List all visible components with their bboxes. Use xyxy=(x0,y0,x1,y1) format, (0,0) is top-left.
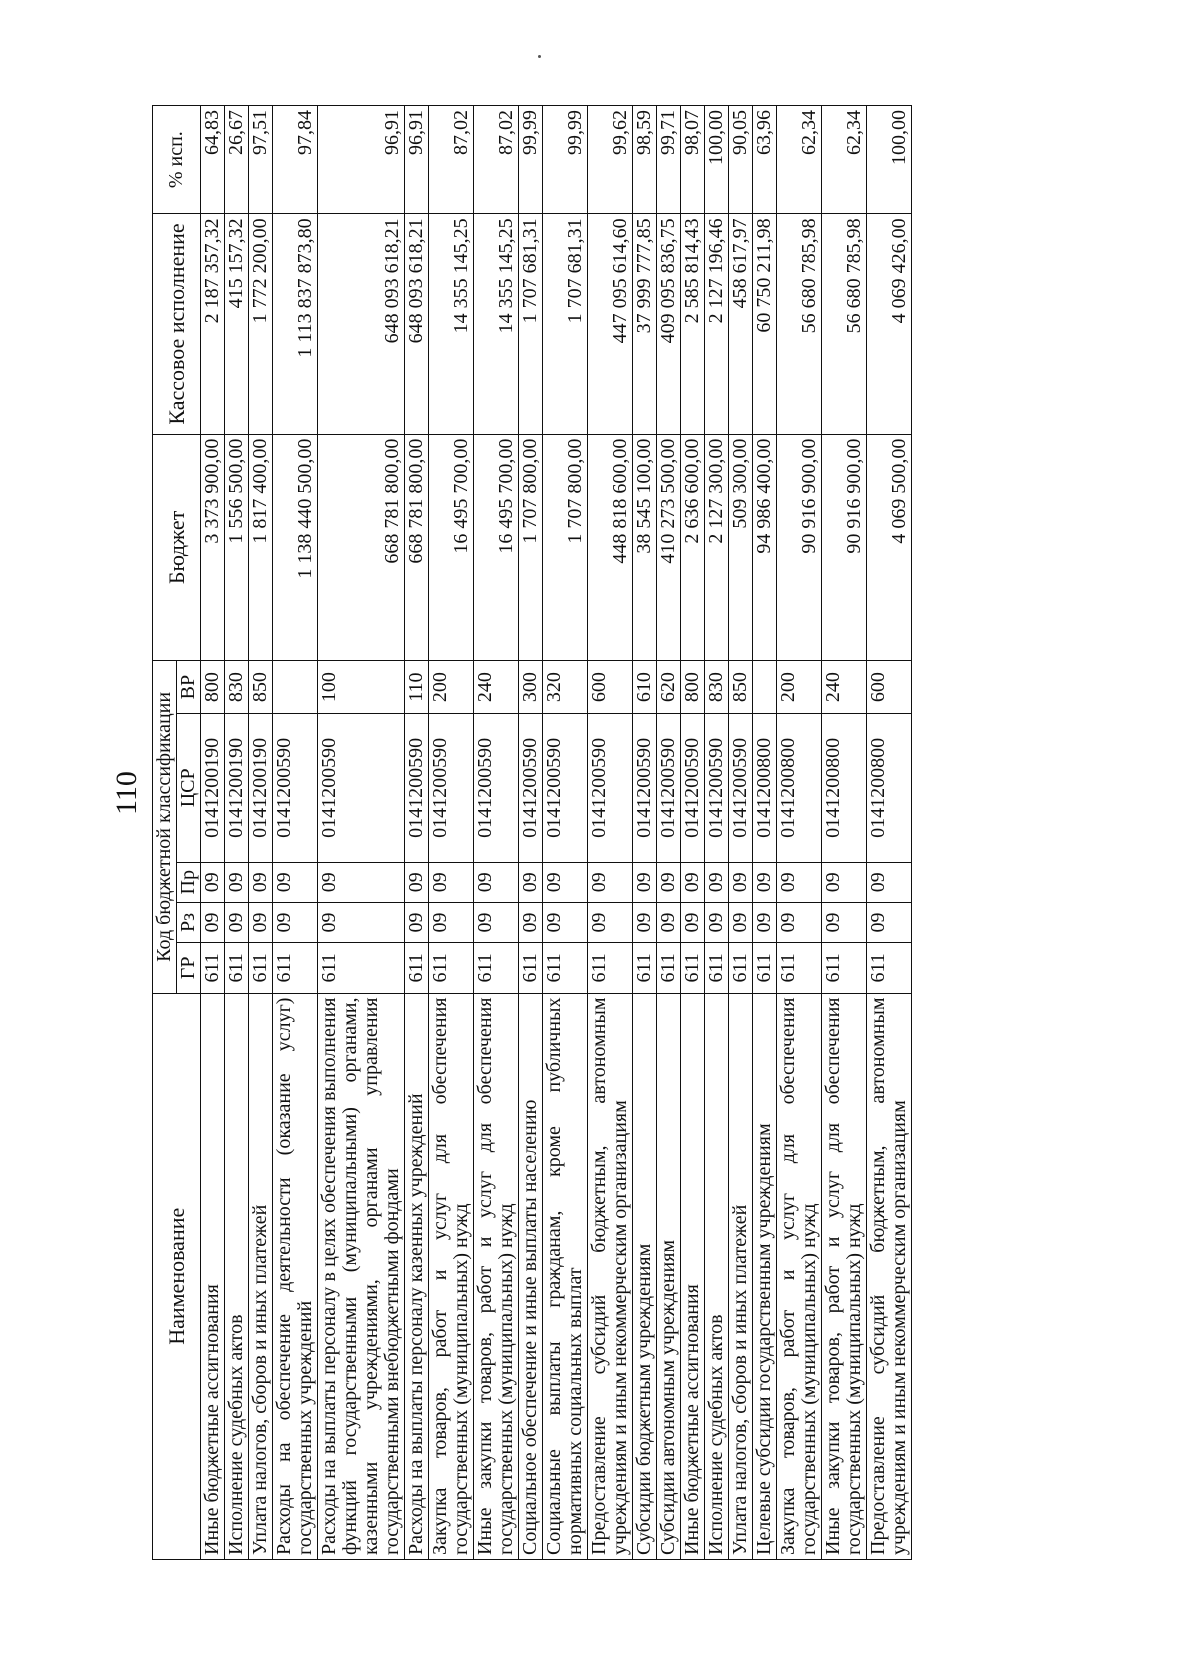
row-vr: 600 xyxy=(867,661,912,714)
row-pct: 64,83 xyxy=(201,106,225,214)
row-cash: 14 355 145,25 xyxy=(474,214,519,434)
row-pr: 09 xyxy=(705,862,729,902)
row-rz: 09 xyxy=(657,902,681,942)
row-pct: 100,00 xyxy=(705,106,729,214)
row-pct: 96,91 xyxy=(318,106,405,214)
row-pct: 99,71 xyxy=(657,106,681,214)
row-rz: 09 xyxy=(474,902,519,942)
row-cash: 2 585 814,43 xyxy=(681,214,705,434)
row-csr: 0141200190 xyxy=(249,714,273,863)
header-gr: ГР xyxy=(177,943,201,993)
row-cash: 56 680 785,98 xyxy=(777,214,822,434)
page-number: 110 xyxy=(110,771,143,815)
row-pct: 62,34 xyxy=(777,106,822,214)
row-budget: 3 373 900,00 xyxy=(201,434,225,661)
row-csr: 0141200590 xyxy=(405,714,429,863)
row-csr: 0141200590 xyxy=(729,714,753,863)
row-csr: 0141200590 xyxy=(633,714,657,863)
row-gr: 611 xyxy=(633,943,657,993)
row-budget: 38 545 100,00 xyxy=(633,434,657,661)
row-rz: 09 xyxy=(249,902,273,942)
table-row xyxy=(519,106,543,1560)
row-rz: 09 xyxy=(681,902,705,942)
row-pr: 09 xyxy=(273,862,318,902)
row-name: Расходы на обеспечение деятельности (оказание услуг) государственных учреждений xyxy=(273,993,318,1559)
row-gr: 611 xyxy=(867,943,912,993)
row-pct: 100,00 xyxy=(867,106,912,214)
table-row xyxy=(753,106,777,1560)
budget-table xyxy=(152,105,912,1560)
header-csr: ЦСР xyxy=(177,714,201,863)
row-pr: 09 xyxy=(318,862,405,902)
row-gr: 611 xyxy=(588,943,633,993)
row-vr: 600 xyxy=(588,661,633,714)
row-cash: 458 617,97 xyxy=(729,214,753,434)
row-budget: 1 707 800,00 xyxy=(543,434,588,661)
row-budget: 90 916 900,00 xyxy=(822,434,867,661)
row-rz: 09 xyxy=(822,902,867,942)
row-name: Субсидии автономным учреждениям xyxy=(657,993,681,1559)
row-csr: 0141200800 xyxy=(777,714,822,863)
row-pr: 09 xyxy=(867,862,912,902)
row-pct: 26,67 xyxy=(225,106,249,214)
row-name: Исполнение судебных актов xyxy=(225,993,249,1559)
row-name: Уплата налогов, сборов и иных платежей xyxy=(249,993,273,1559)
row-csr: 0141200590 xyxy=(588,714,633,863)
row-csr: 0141200590 xyxy=(429,714,474,863)
row-pr: 09 xyxy=(753,862,777,902)
row-gr: 611 xyxy=(753,943,777,993)
row-rz: 09 xyxy=(318,902,405,942)
row-pct: 90,05 xyxy=(729,106,753,214)
table-row xyxy=(273,106,318,1560)
row-gr: 611 xyxy=(273,943,318,993)
row-pr: 09 xyxy=(729,862,753,902)
row-budget: 1 138 440 500,00 xyxy=(273,434,318,661)
row-gr: 611 xyxy=(201,943,225,993)
row-pct: 87,02 xyxy=(474,106,519,214)
row-vr: 850 xyxy=(729,661,753,714)
row-pr: 09 xyxy=(405,862,429,902)
row-pct: 99,99 xyxy=(519,106,543,214)
row-budget: 1 817 400,00 xyxy=(249,434,273,661)
rotated-table-container xyxy=(152,105,1072,1560)
row-cash: 1 113 837 873,80 xyxy=(273,214,318,434)
row-pct: 62,34 xyxy=(822,106,867,214)
row-rz: 09 xyxy=(405,902,429,942)
row-budget: 16 495 700,00 xyxy=(429,434,474,661)
row-vr: 850 xyxy=(249,661,273,714)
row-rz: 09 xyxy=(729,902,753,942)
row-csr: 0141200590 xyxy=(273,714,318,863)
row-pct: 99,99 xyxy=(543,106,588,214)
row-gr: 611 xyxy=(429,943,474,993)
row-gr: 611 xyxy=(543,943,588,993)
header-rz: Рз xyxy=(177,902,201,942)
row-cash: 60 750 211,98 xyxy=(753,214,777,434)
row-rz: 09 xyxy=(543,902,588,942)
row-rz: 09 xyxy=(201,902,225,942)
row-budget: 668 781 800,00 xyxy=(318,434,405,661)
table-row xyxy=(543,106,588,1560)
table-row xyxy=(225,106,249,1560)
row-cash: 14 355 145,25 xyxy=(429,214,474,434)
row-vr: 620 xyxy=(657,661,681,714)
table-header xyxy=(153,106,201,1560)
row-gr: 611 xyxy=(519,943,543,993)
row-vr: 610 xyxy=(633,661,657,714)
row-vr: 830 xyxy=(705,661,729,714)
row-csr: 0141200590 xyxy=(681,714,705,863)
row-budget: 90 916 900,00 xyxy=(777,434,822,661)
row-vr: 100 xyxy=(318,661,405,714)
row-csr: 0141200590 xyxy=(318,714,405,863)
row-name: Исполнение судебных актов xyxy=(705,993,729,1559)
row-name: Уплата налогов, сборов и иных платежей xyxy=(729,993,753,1559)
row-cash: 648 093 618,21 xyxy=(405,214,429,434)
table-row xyxy=(474,106,519,1560)
row-vr: 800 xyxy=(201,661,225,714)
row-csr: 0141200190 xyxy=(201,714,225,863)
row-pr: 09 xyxy=(822,862,867,902)
row-name: Закупка товаров, работ и услуг для обеспечения государственных (муниципальных) нужд xyxy=(429,993,474,1559)
row-budget: 2 127 300,00 xyxy=(705,434,729,661)
row-budget: 410 273 500,00 xyxy=(657,434,681,661)
row-name: Расходы на выплаты персоналу казенных учреждений xyxy=(405,993,429,1559)
row-cash: 37 999 777,85 xyxy=(633,214,657,434)
table-row xyxy=(249,106,273,1560)
row-pr: 09 xyxy=(657,862,681,902)
row-gr: 611 xyxy=(657,943,681,993)
table-row xyxy=(681,106,705,1560)
row-name: Иные бюджетные ассигнования xyxy=(681,993,705,1559)
table-row xyxy=(729,106,753,1560)
header-code-group: Код бюджетной классификации xyxy=(153,661,177,993)
row-rz: 09 xyxy=(225,902,249,942)
row-rz: 09 xyxy=(429,902,474,942)
row-budget: 16 495 700,00 xyxy=(474,434,519,661)
row-vr xyxy=(273,661,318,714)
table-row xyxy=(867,106,912,1560)
table-row xyxy=(657,106,681,1560)
row-name: Субсидии бюджетным учреждениям xyxy=(633,993,657,1559)
row-csr: 0141200590 xyxy=(657,714,681,863)
header-vr: ВР xyxy=(177,661,201,714)
row-pct: 87,02 xyxy=(429,106,474,214)
row-cash: 409 095 836,75 xyxy=(657,214,681,434)
table-row xyxy=(633,106,657,1560)
row-gr: 611 xyxy=(777,943,822,993)
row-csr: 0141200590 xyxy=(519,714,543,863)
row-cash: 1 707 681,31 xyxy=(519,214,543,434)
row-pct: 98,07 xyxy=(681,106,705,214)
row-csr: 0141200590 xyxy=(543,714,588,863)
row-gr: 611 xyxy=(729,943,753,993)
row-pr: 09 xyxy=(588,862,633,902)
row-csr: 0141200800 xyxy=(867,714,912,863)
scan-speck xyxy=(538,55,541,58)
row-budget: 668 781 800,00 xyxy=(405,434,429,661)
row-vr: 110 xyxy=(405,661,429,714)
row-cash: 447 095 614,60 xyxy=(588,214,633,434)
table-row xyxy=(405,106,429,1560)
row-gr: 611 xyxy=(249,943,273,993)
row-budget: 94 986 400,00 xyxy=(753,434,777,661)
row-vr: 240 xyxy=(474,661,519,714)
header-budget: Бюджет xyxy=(153,434,201,661)
row-rz: 09 xyxy=(705,902,729,942)
row-name: Социальное обеспечение и иные выплаты населению xyxy=(519,993,543,1559)
table-row xyxy=(588,106,633,1560)
row-cash: 415 157,32 xyxy=(225,214,249,434)
row-pr: 09 xyxy=(201,862,225,902)
row-pct: 98,59 xyxy=(633,106,657,214)
row-pr: 09 xyxy=(777,862,822,902)
row-csr: 0141200590 xyxy=(474,714,519,863)
row-pct: 97,84 xyxy=(273,106,318,214)
row-name: Иные закупки товаров, работ и услуг для обеспечения государственных (муниципальных) нужд xyxy=(822,993,867,1559)
row-rz: 09 xyxy=(519,902,543,942)
row-csr: 0141200800 xyxy=(753,714,777,863)
row-pr: 09 xyxy=(633,862,657,902)
row-pr: 09 xyxy=(429,862,474,902)
row-gr: 611 xyxy=(681,943,705,993)
row-rz: 09 xyxy=(588,902,633,942)
row-vr: 800 xyxy=(681,661,705,714)
row-cash: 56 680 785,98 xyxy=(822,214,867,434)
row-pct: 63,96 xyxy=(753,106,777,214)
header-cash: Кассовое исполнение xyxy=(153,214,201,434)
row-budget: 1 556 500,00 xyxy=(225,434,249,661)
row-pr: 09 xyxy=(249,862,273,902)
row-csr: 0141200800 xyxy=(822,714,867,863)
row-name: Иные бюджетные ассигнования xyxy=(201,993,225,1559)
row-budget: 1 707 800,00 xyxy=(519,434,543,661)
row-pr: 09 xyxy=(681,862,705,902)
row-cash: 648 093 618,21 xyxy=(318,214,405,434)
row-vr: 300 xyxy=(519,661,543,714)
row-vr xyxy=(753,661,777,714)
header-pr: Пр xyxy=(177,862,201,902)
row-budget: 4 069 500,00 xyxy=(867,434,912,661)
header-pct: % исп. xyxy=(153,106,201,214)
row-gr: 611 xyxy=(225,943,249,993)
row-rz: 09 xyxy=(867,902,912,942)
row-pr: 09 xyxy=(225,862,249,902)
row-csr: 0141200590 xyxy=(705,714,729,863)
row-vr: 200 xyxy=(429,661,474,714)
row-name: Иные закупки товаров, работ и услуг для обеспечения государственных (муниципальных) нужд xyxy=(474,993,519,1559)
row-vr: 240 xyxy=(822,661,867,714)
row-name: Расходы на выплаты персоналу в целях обеспечения выполнения функций государственными (муниципальными) органами, казенными учреждениями, органами управления государственными внебюджетными фондами xyxy=(318,993,405,1559)
row-budget: 448 818 600,00 xyxy=(588,434,633,661)
row-gr: 611 xyxy=(822,943,867,993)
row-vr: 200 xyxy=(777,661,822,714)
table-body xyxy=(201,106,912,1560)
row-name: Целевые субсидии государственным учреждениям xyxy=(753,993,777,1559)
row-rz: 09 xyxy=(753,902,777,942)
row-budget: 509 300,00 xyxy=(729,434,753,661)
row-pct: 96,91 xyxy=(405,106,429,214)
table-row xyxy=(201,106,225,1560)
row-pct: 97,51 xyxy=(249,106,273,214)
header-name: Наименование xyxy=(153,993,201,1559)
row-rz: 09 xyxy=(633,902,657,942)
row-gr: 611 xyxy=(405,943,429,993)
row-pr: 09 xyxy=(519,862,543,902)
row-budget: 2 636 600,00 xyxy=(681,434,705,661)
table-row xyxy=(705,106,729,1560)
table-row xyxy=(318,106,405,1560)
table-row xyxy=(822,106,867,1560)
row-cash: 4 069 426,00 xyxy=(867,214,912,434)
row-pr: 09 xyxy=(474,862,519,902)
row-vr: 320 xyxy=(543,661,588,714)
table-row xyxy=(429,106,474,1560)
row-vr: 830 xyxy=(225,661,249,714)
row-rz: 09 xyxy=(777,902,822,942)
row-name: Закупка товаров, работ и услуг для обеспечения государственных (муниципальных) нужд xyxy=(777,993,822,1559)
row-cash: 1 772 200,00 xyxy=(249,214,273,434)
row-gr: 611 xyxy=(474,943,519,993)
table-row xyxy=(777,106,822,1560)
row-cash: 2 127 196,46 xyxy=(705,214,729,434)
row-name: Предоставление субсидий бюджетным, автономным учреждениям и иным некоммерческим организациям xyxy=(867,993,912,1559)
row-gr: 611 xyxy=(318,943,405,993)
row-name: Социальные выплаты гражданам, кроме публичных нормативных социальных выплат xyxy=(543,993,588,1559)
row-name: Предоставление субсидий бюджетным, автономным учреждениям и иным некоммерческим организациям xyxy=(588,993,633,1559)
row-cash: 1 707 681,31 xyxy=(543,214,588,434)
row-csr: 0141200190 xyxy=(225,714,249,863)
row-gr: 611 xyxy=(705,943,729,993)
row-cash: 2 187 357,32 xyxy=(201,214,225,434)
row-pr: 09 xyxy=(543,862,588,902)
row-pct: 99,62 xyxy=(588,106,633,214)
row-rz: 09 xyxy=(273,902,318,942)
